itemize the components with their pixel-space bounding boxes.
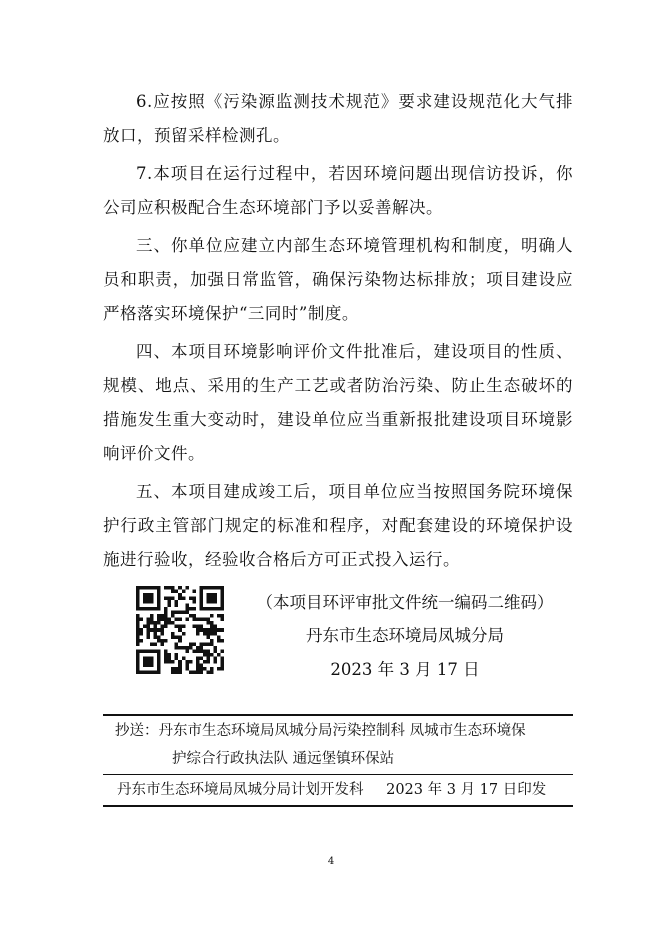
issue-date: 2023 年 3 月 17 日 (330, 660, 480, 679)
paragraph-section-5: 五、本项目建成竣工后，项目单位应当按照国务院环境保护行政主管部门规定的标准和程序，对配套建设的环境保护设施进行验收，经验收合格后方可正式投入运行。 (103, 482, 573, 569)
divider-middle (103, 774, 573, 775)
paragraph-section-4: 四、本项目环境影响评价文件批准后，建设项目的性质、规模、地点、采用的生产工艺或者防治污染、防止生态破坏的措施发生重大变动时，建设单位应当重新报批建设项目环境影响评价文件。 (103, 342, 573, 463)
print-info (117, 777, 567, 803)
print-date: 2023 年 3 月 17 日印发 (386, 782, 547, 798)
paragraph-item-7: 7.本项目在运行过程中，若因环境问题出现信访投诉，你公司应积极配合生态环境部门予以妥善解决。 (103, 164, 573, 217)
print-office: 丹东市生态环境局凤城分局计划开发科 (117, 782, 364, 798)
document-body (103, 85, 573, 581)
divider-top (103, 714, 573, 716)
cc-block (115, 717, 570, 773)
page-number: 4 (327, 856, 335, 867)
qr-caption: （本项目环评审批文件统一编码二维码） (256, 593, 554, 612)
paragraph-section-3: 三、你单位应建立内部生态环境管理机构和制度，明确人员和职责，加强日常监管，确保污染物达标排放；项目建设应严格落实环境保护“三同时”制度。 (103, 236, 573, 323)
paragraph-item-6: 6.应按照《污染源监测技术规范》要求建设规范化大气排放口，预留采样检测孔。 (103, 92, 573, 145)
issuer-name: 丹东市生态环境局凤城分局 (306, 626, 504, 645)
cc-line-1: 抄送：丹东市生态环境局凤城分局污染控制科 凤城市生态环境保 (115, 723, 526, 739)
qr-code-icon (136, 586, 224, 674)
cc-line-2: 护综合行政执法队 通远堡镇环保站 (172, 751, 395, 767)
divider-bottom (103, 805, 573, 807)
